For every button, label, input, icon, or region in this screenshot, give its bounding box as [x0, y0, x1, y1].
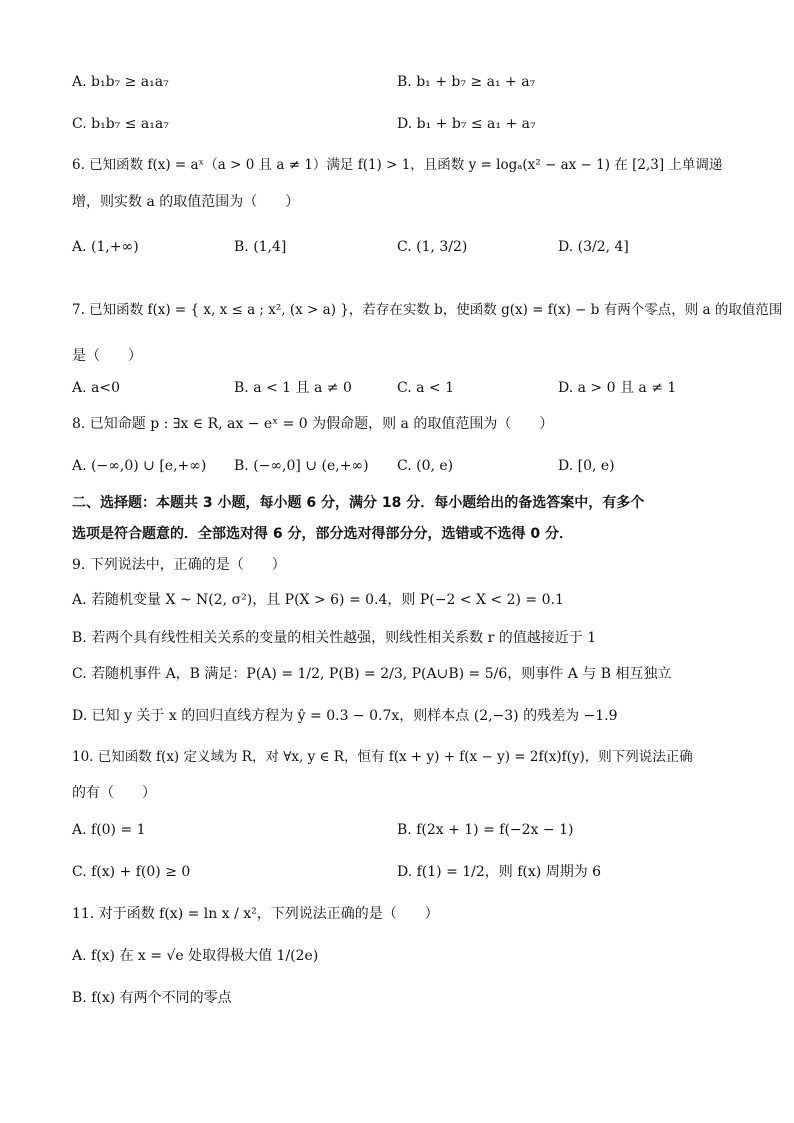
q5-option-d: D. b₁ + b₇ ≤ a₁ + a₇ — [397, 116, 536, 132]
q10-stem: 10. 已知函数 f(x) 定义域为 R，对 ∀x, y ∈ R，恒有 f(x + y) + f(x − y) = 2f(x)f(y)，则下列说法正确 — [72, 749, 693, 765]
q11-option-a: A. f(x) 在 x = √e 处取得极大值 1/(2e) — [72, 948, 319, 964]
q6-option-c: C. (1, 3/2) — [397, 239, 468, 255]
q10-stem-cont: 的有（ ） — [72, 785, 156, 801]
q6-stem-cont: 增，则实数 a 的取值范围为（ ） — [72, 194, 300, 210]
q6-stem: 6. 已知函数 f(x) = aˣ（a > 0 且 a ≠ 1）满足 f(1) > 1，且函数 y = logₐ(x² − ax − 1) 在 [2,3] 上单调递 — [72, 157, 723, 173]
section-2-heading-cont: 选项是符合题意的．全部选对得 6 分，部分选对得部分分，选错或不选得 0 分． — [72, 526, 573, 542]
q11-stem: 11. 对于函数 f(x) = ln x / x²，下列说法正确的是（ ） — [72, 906, 439, 922]
q9-option-b: B. 若两个具有线性相关关系的变量的相关性越强，则线性相关系数 r 的值越接近于 1 — [72, 630, 597, 646]
q7-option-a: A. a<0 — [72, 380, 120, 396]
q6-option-a: A. (1,+∞) — [72, 239, 139, 255]
q8-option-b: B. (−∞,0] ∪ (e,+∞) — [234, 458, 369, 474]
q8-option-a: A. (−∞,0) ∪ [e,+∞) — [72, 458, 207, 474]
q7-option-c: C. a < 1 — [397, 380, 454, 396]
q10-option-c: C. f(x) + f(0) ≥ 0 — [72, 864, 191, 880]
q9-option-c: C. 若随机事件 A，B 满足：P(A) = 1/2, P(B) = 2/3, P(A∪B) = 5/6，则事件 A 与 B 相互独立 — [72, 666, 672, 682]
q7-stem: 7. 已知函数 f(x) = { x, x ≤ a ; x², (x > a) }，若存在实数 b，使函数 g(x) = f(x) − b 有两个零点，则 a 的取值范围 — [72, 302, 783, 318]
q10-option-a: A. f(0) = 1 — [72, 822, 146, 838]
q7-option-b: B. a < 1 且 a ≠ 0 — [234, 380, 352, 396]
q8-option-d: D. [0, e) — [558, 458, 615, 474]
q10-option-b: B. f(2x + 1) = f(−2x − 1) — [397, 822, 574, 838]
q11-option-b: B. f(x) 有两个不同的零点 — [72, 990, 232, 1006]
q8-stem: 8. 已知命题 p : ∃x ∈ R, ax − eˣ = 0 为假命题，则 a 的取值范围为（ ） — [72, 416, 554, 432]
q6-option-b: B. (1,4] — [234, 239, 287, 255]
q9-option-d: D. 已知 y 关于 x 的回归直线方程为 ŷ = 0.3 − 0.7x，则样本点 (2,−3) 的残差为 −1.9 — [72, 708, 618, 724]
q5-option-a: A. b₁b₇ ≥ a₁a₇ — [72, 74, 169, 90]
q7-option-d: D. a > 0 且 a ≠ 1 — [558, 380, 677, 396]
q8-option-c: C. (0, e) — [397, 458, 454, 474]
q5-option-c: C. b₁b₇ ≤ a₁a₇ — [72, 116, 169, 132]
q7-stem-cont: 是（ ） — [72, 348, 142, 364]
section-2-heading: 二、选择题：本题共 3 小题，每小题 6 分，满分 18 分．每小题给出的备选答案中，有多个 — [72, 495, 645, 511]
q9-option-a: A. 若随机变量 X ~ N(2, σ²)，且 P(X > 6) = 0.4，则 P(−2 < X < 2) = 0.1 — [72, 592, 564, 608]
q5-option-b: B. b₁ + b₇ ≥ a₁ + a₇ — [397, 74, 536, 90]
q9-stem: 9. 下列说法中，正确的是（ ） — [72, 557, 286, 573]
q10-option-d: D. f(1) = 1/2，则 f(x) 周期为 6 — [397, 864, 602, 880]
q6-option-d: D. (3/2, 4] — [558, 239, 629, 255]
